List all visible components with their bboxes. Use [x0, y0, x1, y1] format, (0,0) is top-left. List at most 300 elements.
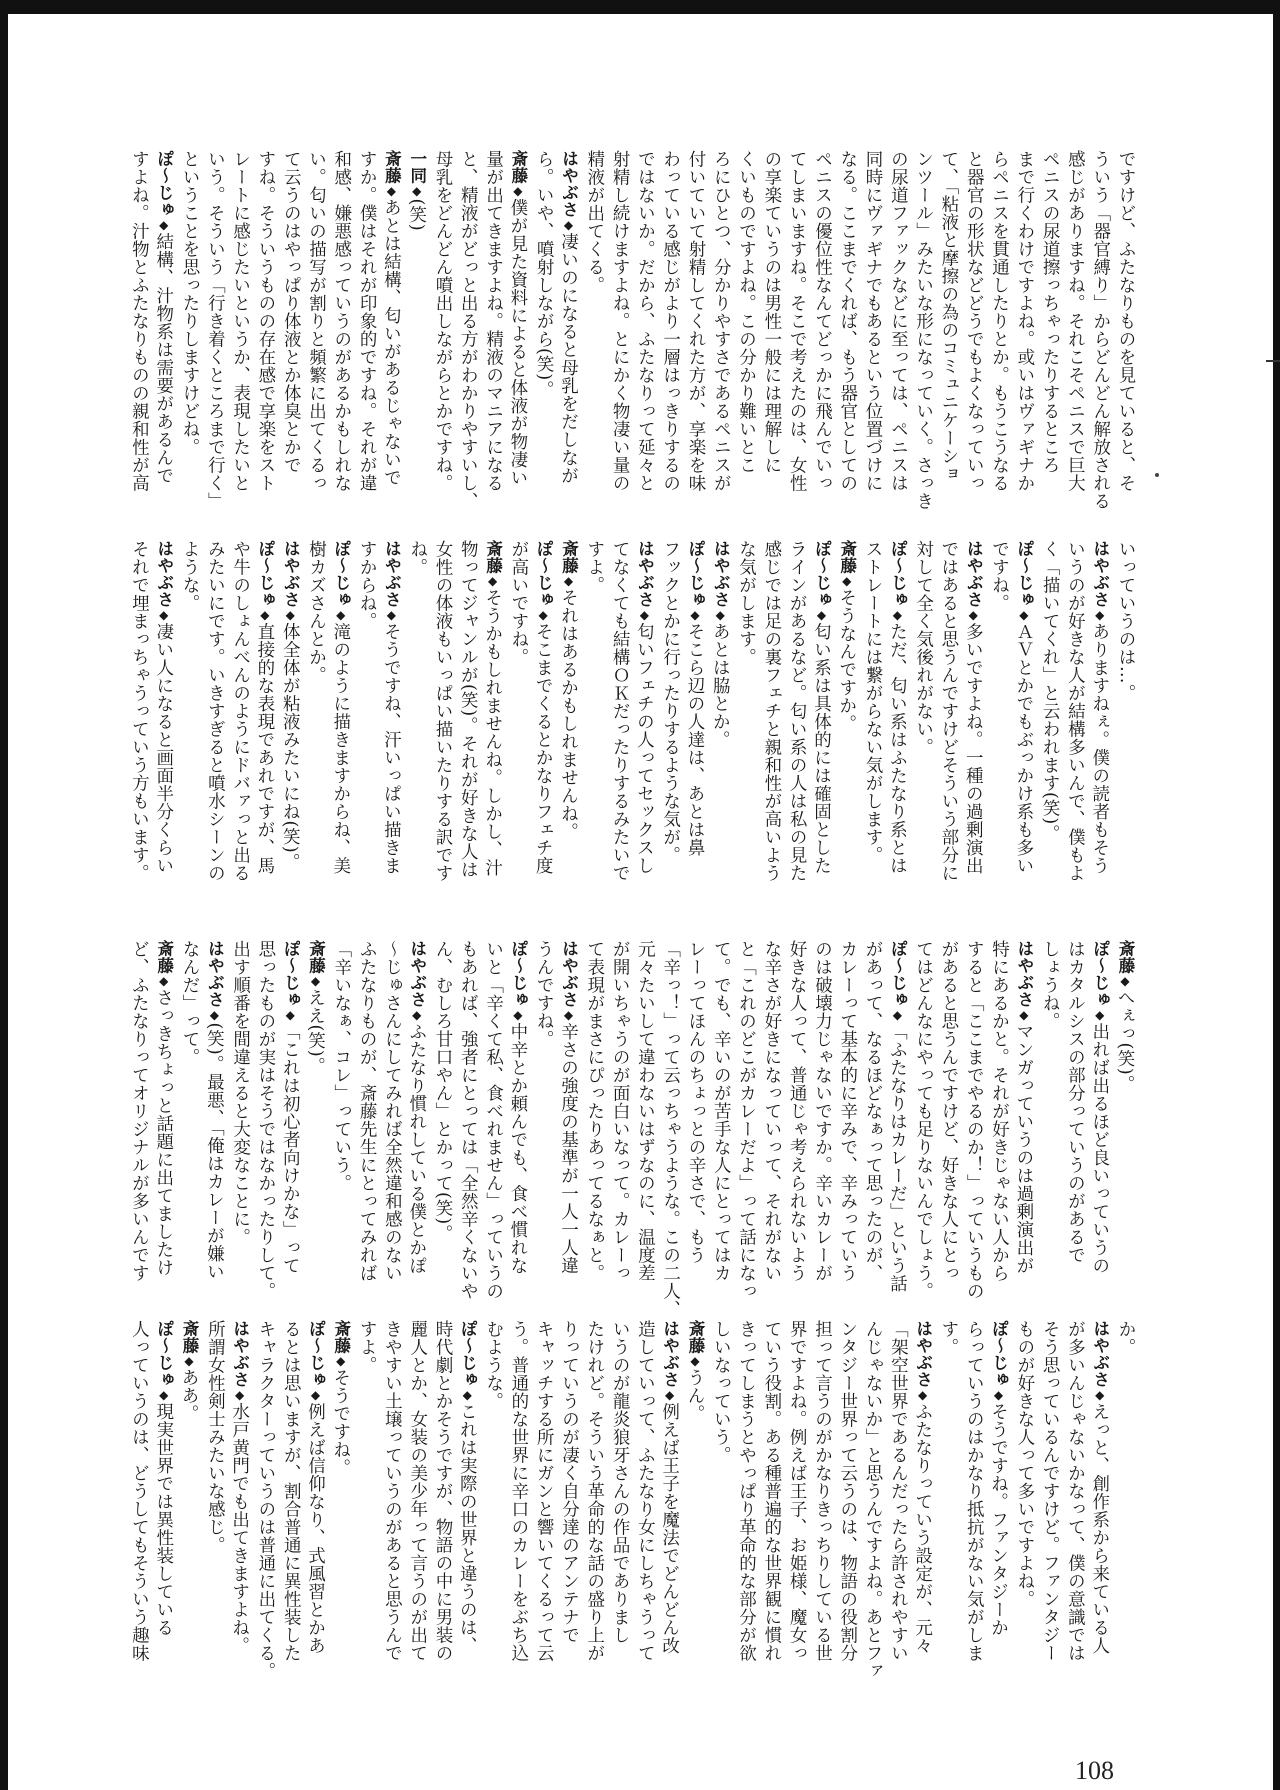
speaker-name: はやぶさ — [1090, 1320, 1110, 1388]
text-column: みたいにです。いきすぎると噴水シーンの — [205, 540, 226, 882]
text-column — [683, 1320, 708, 1700]
text-column: があると思うんですけど、好きな人にとっ — [938, 940, 959, 1282]
speaker-name: 斎藤 — [559, 540, 579, 574]
text-column — [657, 1320, 682, 1700]
text-tier-1 — [128, 150, 1138, 540]
text-column: レートに感じたいというか、表現したいと — [230, 150, 251, 492]
speaker-diamond: ◆ — [156, 1388, 171, 1403]
text-column — [1087, 540, 1112, 915]
text-column: 元々たいして違わないはずなのに、温度差 — [635, 940, 656, 1282]
text-column: てしまいますね。そこで考えたのは、女性 — [787, 150, 808, 492]
text-column — [885, 540, 910, 915]
text-column: や牛のしょんべんのようにドバァっと出る — [230, 540, 251, 882]
speaker-diamond: ◆ — [890, 1008, 905, 1023]
text-column: 麗人とか、女装の美少年って言うのが出て — [407, 1320, 428, 1662]
text-column: 感じがありますね。それこそペニスで巨大 — [1065, 150, 1086, 492]
text-column — [986, 1320, 1011, 1700]
speaker-diamond: ◆ — [308, 974, 323, 989]
text-column: りっていうのが凄く自分達のアンテナで — [559, 1320, 580, 1644]
speaker-name: ぽ〜じゅ — [281, 940, 301, 1008]
speech-text: さっきちょっと話題に出てましたけ — [153, 988, 174, 1277]
speech-text: ええ(笑)。 — [305, 988, 326, 1076]
text-column: ど、ふたなりってオリジナルが多いんです — [129, 940, 150, 1282]
speaker-diamond: ◆ — [561, 218, 576, 233]
speaker-name: ぽ〜じゅ — [255, 540, 275, 608]
text-column: ストレートには繋がらない気がします。 — [863, 540, 884, 864]
text-column: まで行くわけですよね。或いはヴァギナか — [1014, 150, 1035, 492]
text-column: う。普通的な世界に辛口のカレーをぶち込 — [508, 1320, 529, 1662]
speaker-name: ぽ〜じゅ — [888, 940, 908, 1008]
text-column: て、「粘液と摩擦の為のコミュニケーショ — [938, 150, 959, 484]
speech-text: そうですね。ファンタジーか — [988, 1402, 1009, 1637]
speaker-diamond: ◆ — [687, 1354, 702, 1369]
text-column: 思ったものが実はそうではなかったりして。 — [255, 940, 276, 1300]
text-column: 射精し続けますよね。とにかく物凄い量の — [610, 150, 631, 492]
text-column: ものが好きな人って多いですよね。 — [1014, 1320, 1035, 1608]
speaker-diamond: ◆ — [384, 184, 399, 199]
text-column: ら。いや、噴射しながら(笑)。 — [534, 150, 555, 399]
text-column: てなくても結構ＯＫだったりするみたいで — [610, 540, 631, 882]
speech-text: 辛さの強度の基準が一人一人違 — [558, 1022, 579, 1275]
speaker-diamond: ◆ — [409, 1008, 424, 1023]
text-column: ンタジー世界って云うのは、物語の役割分 — [837, 1320, 858, 1662]
speaker-diamond: ◆ — [1016, 608, 1031, 623]
speaker-diamond: ◆ — [182, 1354, 197, 1369]
speaker-name: 斎藤 — [508, 150, 528, 184]
text-column: すよね。汁物とふたなりものの親和性が高 — [129, 150, 150, 492]
text-column: 樹カズさんとか。 — [306, 540, 327, 684]
speaker-diamond: ◆ — [207, 1008, 222, 1023]
scan-border-left — [0, 0, 8, 1790]
text-column — [278, 540, 303, 915]
speaker-diamond: ◆ — [283, 608, 298, 623]
text-column: 特にあるかと。それが好きじゃない人から — [989, 940, 1010, 1282]
text-column: が開いちゃうのが面白いなって。カレーっ — [610, 940, 631, 1282]
text-column: それで埋まっちゃうっていう方もいます。 — [129, 540, 150, 882]
speaker-name: はやぶさ — [407, 940, 427, 1008]
speaker-name: ぽ〜じゅ — [1014, 540, 1034, 608]
text-column: ね。 — [407, 540, 428, 576]
text-column — [151, 1320, 176, 1700]
text-column: く「描いてくれ」と云われます(笑)。 — [1040, 540, 1061, 843]
page-number: 108 — [1075, 1756, 1114, 1785]
text-column: て。でも、辛いのが苦手な人にとってはカ — [711, 940, 732, 1282]
text-column: んじゃないか」と思うんですよね。あとファ — [863, 1320, 884, 1680]
text-column — [885, 940, 910, 1330]
text-column: てはどんなにやっても足りないんでしょう。 — [913, 940, 934, 1300]
speaker-name: ぽ〜じゅ — [989, 1320, 1009, 1388]
text-column: なんだ」って。 — [180, 940, 201, 1066]
text-column: な辛さが好きになっていって、それがない — [761, 940, 782, 1282]
speaker-name: はやぶさ — [154, 540, 174, 608]
text-column — [1113, 940, 1138, 1330]
text-column — [329, 1320, 354, 1700]
text-column: らっていうのはかなり抵抗がない気がしま — [964, 1320, 985, 1662]
text-column: もあれば、強者にとっては「全然辛くないや — [458, 940, 479, 1300]
text-column: しいなっていう。 — [711, 1320, 732, 1464]
text-column: 同時にヴァギナでもあるという位置づけに — [863, 150, 884, 492]
speaker-name: はやぶさ — [1014, 940, 1034, 1008]
scan-border-top — [0, 0, 1280, 14]
speech-text: ありますねぇ。僕の読者もそう — [1089, 622, 1110, 875]
speaker-diamond: ◆ — [333, 1354, 348, 1369]
speaker-diamond: ◆ — [890, 608, 905, 623]
speech-text: 結構、汁物系は需要があるんで — [153, 232, 174, 485]
text-column: すよ。 — [357, 1320, 378, 1374]
text-column: いと「辛くて私、食べれません」っていうの — [483, 940, 504, 1300]
text-column: か。 — [1116, 1320, 1136, 1356]
text-column: が高いですね。 — [508, 540, 529, 666]
text-tier-2 — [128, 540, 1138, 915]
speech-text: 直接的な表現であれですが、馬 — [254, 622, 275, 875]
speaker-name: ぽ〜じゅ — [331, 540, 351, 608]
speech-text: 「ふたなりはカレーだ」という話 — [887, 1022, 908, 1293]
speaker-diamond: ◆ — [561, 574, 576, 589]
speech-text: それはあるかもしれませんね。 — [558, 588, 579, 841]
text-column: ではないか。だから、ふたなりって延々と — [635, 150, 656, 492]
text-column: 好きな人って、普通じゃ考えられないよう — [787, 940, 808, 1282]
speech-text: これは実際の世界と違うのは、 — [457, 1402, 478, 1655]
text-column — [151, 940, 176, 1330]
speech-text: ＡＶとかでもぶっかけ系も多い — [1013, 622, 1034, 875]
speaker-diamond: ◆ — [333, 608, 348, 623]
speaker-diamond: ◆ — [156, 608, 171, 623]
speaker-diamond: ◆ — [156, 218, 171, 233]
text-column: 出す順番を間違えると大変なことに。 — [230, 940, 251, 1246]
text-column: うんですね。 — [534, 940, 555, 1048]
text-column: す。 — [938, 1320, 959, 1356]
text-column: ふたなりものが、斎藤先生にとってみれば — [357, 940, 378, 1282]
speaker-name: 斎藤 — [331, 1320, 351, 1354]
speech-text: ふたなり慣れしている僕とかぽ — [406, 1022, 427, 1275]
text-column — [177, 1320, 202, 1700]
speaker-name: 斎藤 — [306, 940, 326, 974]
speaker-diamond: ◆ — [1016, 1008, 1031, 1023]
speaker-name: 斎藤 — [154, 940, 174, 974]
text-column: と、精液がどっと出る方がわかりやすいし、 — [458, 150, 479, 510]
text-column — [278, 940, 303, 1330]
text-column — [1087, 1320, 1112, 1700]
speaker-name: はやぶさ — [382, 540, 402, 608]
text-column: レーってほんのちょっとの辛さで、もう — [685, 940, 706, 1264]
text-column: 界ですよね。例えば王子、お姫様、魔女っ — [787, 1320, 808, 1662]
speech-text: 凄い人になると画面半分くらい — [153, 622, 174, 875]
text-column: いうのが龍炎狼牙さんの作品でありまし — [610, 1320, 631, 1644]
text-column: ういう「器官縛り」からどんどん解放される — [1090, 150, 1111, 510]
text-column: ような。 — [180, 540, 201, 612]
text-column: 感じでは足の裏フェチと親和性が高いよう — [761, 540, 782, 882]
speech-text: ふたなりっていう設定が、元々 — [912, 1402, 933, 1655]
text-column — [961, 540, 986, 915]
speaker-name: はやぶさ — [711, 540, 731, 608]
text-column: の享楽ていうのは男性一般には理解しに — [761, 150, 782, 474]
speaker-diamond: ◆ — [232, 1388, 247, 1403]
text-column — [480, 540, 505, 915]
speech-text: 例えば王子を魔法でどんどん改 — [659, 1402, 680, 1655]
text-column — [202, 940, 227, 1330]
text-column: キャッチする所にガンと響いてくるって云 — [534, 1320, 555, 1662]
speaker-name: ぽ〜じゅ — [1090, 940, 1110, 1008]
text-column: 時代劇とかそうですが、物語の中に男装の — [432, 1320, 453, 1662]
speaker-diamond: ◆ — [687, 608, 702, 623]
speaker-name: 斎藤 — [685, 1320, 705, 1354]
text-column: 和感、嫌悪感っていうのがあるかもしれな — [331, 150, 352, 492]
text-column: わっている感じがより一層はっきりするの — [660, 150, 681, 492]
speaker-name: はやぶさ — [964, 540, 984, 608]
speaker-name: ぽ〜じゅ — [685, 540, 705, 608]
text-column: 「辛っ！」って云っちゃうような。この二人、 — [660, 940, 681, 1318]
text-column: すよ。 — [584, 540, 605, 594]
speech-text: 凄いのになると母乳をだしなが — [558, 232, 579, 485]
text-column: い。匂いの描写が割りと頻繁に出てくるっ — [306, 150, 327, 492]
text-column: 物ってジャンルが(笑)。それが好きな人は — [458, 540, 479, 879]
speaker-name: ぽ〜じゅ — [306, 1320, 326, 1388]
speech-text: あとは脇とか。 — [710, 622, 731, 749]
speaker-diamond: ◆ — [915, 1388, 930, 1403]
text-column: が多いんじゃないかなって、僕の意識では — [1065, 1320, 1086, 1662]
speech-text: 「これは初心者向けかな」って — [280, 1022, 301, 1275]
text-column: 精液が出てくる。 — [584, 150, 605, 294]
text-column: そう思っているんですけど。ファンタジー — [1040, 1320, 1061, 1662]
text-column: ですけど、ふたなりものを見ていると、そ — [1116, 150, 1136, 492]
text-column: 女性の体液もいっぱい描いたりする訳です — [432, 540, 453, 882]
text-column — [253, 540, 278, 915]
text-column: ということを思ったりしますけどね。 — [180, 150, 201, 456]
text-column: と器官の形状などどうでもよくなっていっ — [964, 150, 985, 492]
speaker-name: 斎藤 — [382, 150, 402, 184]
text-column — [910, 1320, 935, 1700]
text-column — [151, 150, 176, 540]
speech-text: そうなんですか。 — [836, 588, 857, 733]
speech-text: (笑) — [406, 198, 427, 232]
speaker-name: 斎藤 — [180, 1320, 200, 1354]
text-column: なる。ここまでくれば、もう器官としての — [837, 150, 858, 492]
speech-text: うん。 — [684, 1368, 705, 1423]
text-column: 量が出てきますよね。精液のマニアになる — [483, 150, 504, 492]
text-column — [531, 540, 556, 915]
speaker-name: はやぶさ — [635, 540, 655, 608]
text-column: いう。そういう「行き着くところまで行く」 — [205, 150, 226, 510]
speaker-diamond: ◆ — [384, 608, 399, 623]
text-column: むような。 — [483, 1320, 504, 1410]
text-column — [683, 540, 708, 915]
speaker-diamond: ◆ — [991, 1388, 1006, 1403]
text-column — [708, 540, 733, 915]
speech-text: あとは結構、匂いがあるじゃないで — [381, 198, 402, 487]
text-column — [1012, 540, 1037, 915]
speaker-diamond: ◆ — [1118, 974, 1132, 989]
speech-text: えっと、創作系から来ている人 — [1089, 1402, 1110, 1655]
text-column — [556, 540, 581, 915]
text-column — [1087, 940, 1112, 1330]
text-column: 「架空世界であるんだったら許されやすい — [888, 1320, 909, 1662]
speech-text: そうかもしれませんね。しかし、汁 — [482, 588, 503, 877]
speech-text: 例えば信仰なり、式風習とかあ — [305, 1402, 326, 1655]
text-column: と「これのどこがカレーだよ」って話になっ — [736, 940, 757, 1300]
text-column: カレーって基本的に辛みで、辛みっていう — [837, 940, 858, 1282]
text-column: るとは思いますが、割合普通に異性装した — [281, 1320, 302, 1662]
speaker-diamond: ◆ — [409, 184, 424, 199]
text-column: 対して全く気後れがない。 — [913, 540, 934, 756]
text-column: フックとかに行ったりするような気が。 — [660, 540, 681, 864]
text-column: すね。そういうものの存在感で享楽をスト — [255, 150, 276, 492]
speaker-diamond: ◆ — [637, 608, 652, 623]
text-column: ンツール」みたいな形になっていく。さっき — [913, 150, 934, 510]
speaker-name: 一同 — [407, 150, 427, 184]
speaker-name: ぽ〜じゅ — [888, 540, 908, 608]
speaker-name: はやぶさ — [205, 940, 225, 1008]
text-column: ペニスの優位性なんてどっかに飛んでいっ — [812, 150, 833, 492]
speaker-diamond: ◆ — [1092, 1008, 1107, 1023]
scan-border-right — [1273, 0, 1280, 1790]
speech-text: マンガっていうのは過剰演出が — [1013, 1022, 1034, 1275]
text-column: 〜じゅさんにしてみれば全然違和感のない — [382, 940, 403, 1282]
speech-text: そうですね。 — [330, 1368, 351, 1477]
speaker-diamond: ◆ — [510, 1008, 525, 1023]
speech-text: 現実世界では異性装している — [153, 1402, 174, 1637]
speaker-diamond: ◆ — [839, 574, 854, 589]
speaker-name: はやぶさ — [559, 940, 579, 1008]
text-column — [303, 940, 328, 1330]
text-column: 「辛いなぁ、コレ」っていう。 — [331, 940, 352, 1192]
speech-text: そこまでくるとかなりフェチ度 — [533, 622, 554, 875]
text-column — [632, 540, 657, 915]
text-column: 付いていて射精してくれた方が、享楽を味 — [685, 150, 706, 492]
speech-text: 僕が見た資料によると体液が物凄い — [507, 198, 528, 487]
text-column — [329, 540, 354, 915]
text-column — [1012, 940, 1037, 1330]
text-column: 母乳をどんどん噴出しながらとかですね。 — [432, 150, 453, 492]
speaker-diamond: ◆ — [966, 608, 981, 623]
speaker-diamond: ◆ — [713, 608, 728, 623]
speaker-name: はやぶさ — [230, 1320, 250, 1388]
text-column — [404, 150, 429, 540]
speaker-diamond: ◆ — [536, 608, 551, 623]
speaker-name: ぽ〜じゅ — [508, 940, 528, 1008]
text-column: きやすい土壌っていうのがあると思うんで — [382, 1320, 403, 1662]
text-column: 造していって、ふたなり女にしちゃうって — [635, 1320, 656, 1662]
text-column: らペニスを貫通したりとか。もうこうなる — [989, 150, 1010, 492]
speech-text: 多いですよね。一種の過剰演出 — [963, 622, 984, 875]
speech-text: 水戸黄門でも出てきますよね。 — [229, 1402, 250, 1655]
text-column — [227, 1320, 252, 1700]
text-column — [506, 150, 531, 540]
text-column — [556, 150, 581, 540]
speech-text: ああ。 — [179, 1368, 200, 1423]
text-column: すると「ここまでやるのか！」っていうもの — [964, 940, 985, 1300]
text-column — [404, 940, 429, 1330]
speech-text: 匂い系は具体的には確固とした — [811, 622, 832, 875]
speech-text: 滝のように描きますからね、美 — [330, 622, 351, 875]
text-column: 担って言うのがかなりきっちりしている世 — [812, 1320, 833, 1662]
speech-text: 体全体が粘液みたいにね(笑)。 — [280, 622, 301, 872]
text-column: て云うのはやっぱり体液とか体臭とかで — [281, 150, 302, 474]
speaker-diamond: ◆ — [308, 1388, 323, 1403]
speech-text: 出れば出るほど良いっていうの — [1089, 1022, 1110, 1275]
text-column: いうのが好きな人が結構多いんで、僕もよ — [1065, 540, 1086, 882]
text-column: て表現がまさにぴったりあってるなぁと。 — [584, 940, 605, 1282]
speaker-diamond: ◆ — [1092, 1388, 1107, 1403]
speech-text: そこら辺の人達は、あとは鼻 — [684, 622, 705, 857]
text-column: たけれど。そういう革命的な話の盛り上が — [584, 1320, 605, 1662]
text-column — [455, 1320, 480, 1700]
speaker-diamond: ◆ — [485, 574, 500, 589]
speaker-diamond: ◆ — [1092, 608, 1107, 623]
text-column: な気がします。 — [736, 540, 757, 666]
speaker-diamond: ◆ — [257, 608, 272, 623]
speaker-name: はやぶさ — [559, 150, 579, 218]
speaker-diamond: ◆ — [283, 1008, 298, 1023]
speaker-name: 斎藤 — [483, 540, 503, 574]
text-column: きってしまうとやっぱり革命的な部分が欲 — [736, 1320, 757, 1662]
text-column: のは破壊力じゃないですか。辛いカレーが — [812, 940, 833, 1282]
text-column — [809, 540, 834, 915]
text-column: の尿道ファックなどに至っては、ペニスは — [888, 150, 909, 492]
speaker-name: ぽ〜じゅ — [534, 540, 554, 608]
speaker-name: 斎藤 — [1116, 940, 1135, 974]
speaker-name: はやぶさ — [281, 540, 301, 608]
text-column: しょうね。 — [1040, 940, 1061, 1030]
text-column: ろにひとつ、分かりやすさであるペニスが — [711, 150, 732, 492]
speaker-diamond: ◆ — [510, 184, 525, 199]
speech-text: 匂いフェチの人ってセックスし — [634, 622, 655, 875]
text-tier-3 — [128, 940, 1138, 1330]
text-column: はカタルシスの部分っていうのがあるで — [1065, 940, 1086, 1264]
text-column: ペニスの尿道擦っちゃったりするところ — [1040, 150, 1061, 474]
text-column: ですね。 — [989, 540, 1010, 612]
speaker-name: はやぶさ — [1090, 540, 1110, 608]
speaker-diamond: ◆ — [156, 974, 171, 989]
speaker-diamond: ◆ — [561, 1008, 576, 1023]
text-column: ではあると思うんですけどそういう部分に — [938, 540, 959, 882]
speaker-name: 斎藤 — [837, 540, 857, 574]
speaker-name: ぽ〜じゅ — [812, 540, 832, 608]
speaker-name: ぽ〜じゅ — [154, 150, 174, 218]
text-column: キャラクターっていうのは普通に出てくる。 — [255, 1320, 276, 1680]
text-tier-4 — [128, 1320, 1138, 1700]
text-column — [834, 540, 859, 915]
text-column — [556, 940, 581, 1330]
speaker-name: ぽ〜じゅ — [458, 1320, 478, 1388]
text-column: ん、むしろ甘口やん」とかって(笑)。 — [432, 940, 453, 1243]
speech-text: (笑)。最悪、「俺はカレーが嫌い — [204, 1022, 225, 1281]
speech-text: ただ、匂い系はふたなり系とは — [887, 622, 908, 875]
speech-text: そうですね、汗いっぱい描きま — [381, 622, 402, 875]
speaker-diamond: ◆ — [662, 1388, 677, 1403]
text-column: いっていうのは…。 — [1116, 540, 1136, 702]
text-column: があって、なるほどなぁって思ったのが、 — [863, 940, 884, 1282]
speaker-name: はやぶさ — [660, 1320, 680, 1388]
trim-mark — [1266, 360, 1280, 362]
text-column — [506, 940, 531, 1330]
text-column: ラインがあるなど。匂い系の人は私の見た — [787, 540, 808, 882]
speaker-name: はやぶさ — [913, 1320, 933, 1388]
text-column: 人っていうのは、どうしてもそういう趣味 — [129, 1320, 150, 1662]
scan-speck — [1155, 473, 1159, 477]
speech-text: へぇっ(笑)。 — [1115, 988, 1135, 1094]
text-column — [151, 540, 176, 915]
speaker-name: ぽ〜じゅ — [154, 1320, 174, 1388]
text-column: くいものですよね。この分かり難いとこ — [736, 150, 757, 474]
text-column: ていう役割。ある種普遍的な世界観に慣れ — [761, 1320, 782, 1662]
speaker-diamond: ◆ — [460, 1388, 475, 1403]
text-column: すか。僕はそれが印象的ですね。それが違 — [357, 150, 378, 492]
text-column: 所謂女性剣士みたいな感じ。 — [205, 1320, 226, 1554]
text-column — [379, 150, 404, 540]
text-column — [379, 540, 404, 915]
speaker-diamond: ◆ — [814, 608, 829, 623]
speech-text: 中辛とか頼んでも、食べ慣れな — [507, 1022, 528, 1275]
